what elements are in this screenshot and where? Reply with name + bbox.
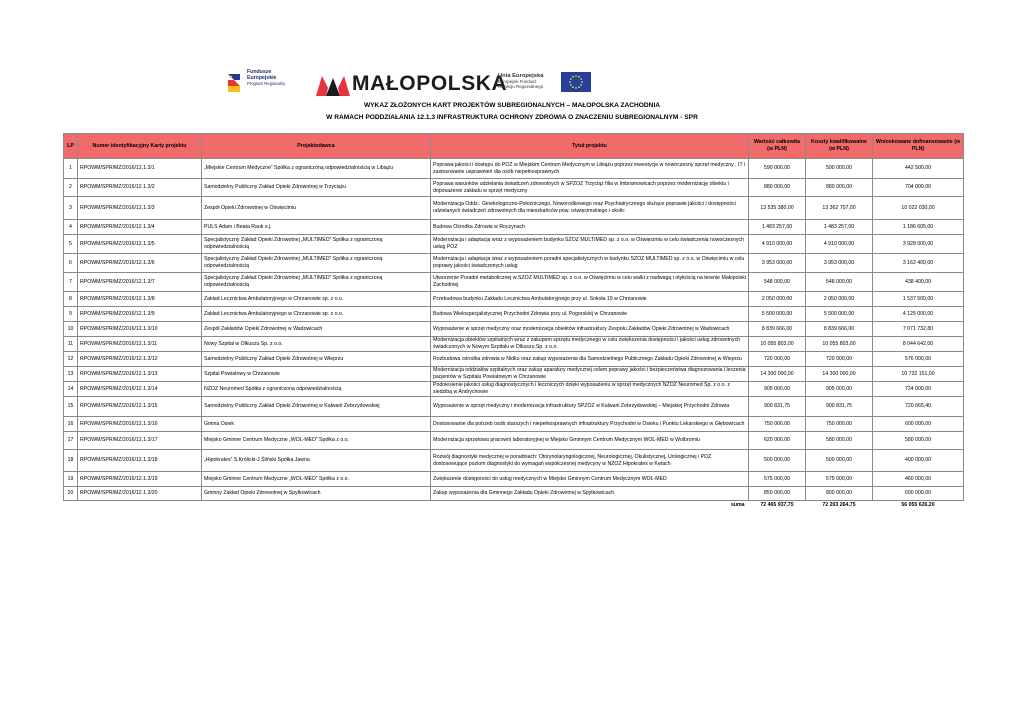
row-tytul: Rozwój diagnostyki medycznej w poradniach: Otorynolaryngologicznej, Neurologicznej, Okulistycznej, Urologicznej i POZ dostosowujące poziom diagnostyki do wymagań współczesnej medycyny w NZOZ Hipokrates w Kętach [431,450,749,472]
row-numer: RPOWM/SPR/MZ/2016/12.1.3/12 [78,352,202,367]
row-projektodawca: Miejsko Gminne Centrum Medyczne „WOL-MED” Spółka z o.o. [202,432,431,450]
row-projektodawca: Specjalistyczny Zakład Opieki Zdrowotnej „MULTIMED” Spółka z ograniczoną odpowiedzialnością [202,235,431,254]
fe-line3: Program Regionalny [247,81,286,87]
header-numer: Numer identyfikacyjny Karty projektu [78,134,202,159]
fundusze-europejskie-logo [226,70,304,96]
fe-line1: Fundusze [247,69,272,75]
document-title [0,100,1024,124]
table-row [64,220,964,235]
row-lp: 4 [64,220,78,235]
row-wartosc: 13 535 380,00 [749,197,806,220]
row-koszty: 575 000,00 [806,472,873,487]
row-koszty: 3 953 000,00 [806,254,873,273]
table-row [64,472,964,487]
row-numer: RPOWM/SPR/MZ/2016/12.1.3/7 [78,273,202,292]
row-lp: 11 [64,337,78,352]
row-wartosc: 880 000,00 [749,179,806,197]
row-wnioskowane: 3 162 400,00 [873,254,964,273]
row-numer: RPOWM/SPR/MZ/2016/12.1.3/9 [78,307,202,322]
header-wnioskowane: Wnioskowane dofinansowanie (w PLN) [873,134,964,159]
row-lp: 6 [64,254,78,273]
table-row [64,352,964,367]
row-wnioskowane: 10 022 030,00 [873,197,964,220]
table-row [64,235,964,254]
row-wartosc: 4 910 000,00 [749,235,806,254]
row-tytul: Zakup wyposażenia dla Gminnego Zakładu Opieki Zdrowotnej w Spytkowicach [431,487,749,501]
eu-flag-icon [561,72,591,92]
row-projektodawca: Zakład Lecznictwa Ambulatoryjnego w Chrzanowie sp. z o.o. [202,292,431,307]
row-wnioskowane: 1 186 605,00 [873,220,964,235]
header-tytul: Tytuł projektu [431,134,749,159]
row-lp: 18 [64,450,78,472]
table-header-row [64,134,964,159]
row-lp: 16 [64,417,78,432]
row-tytul: Modernizacja Oddz.: Ginekologiczno-Położniczego, Noworodkowego oraz Psychiatrycznego służące poprawie jakości i dostępności udzielanych świadczeń zdrowotnych dla mieszkańców pow. oświęcimskiego i okolic [431,197,749,220]
row-wartosc: 14 300 000,00 [749,367,806,382]
row-wartosc: 900 831,75 [749,397,806,417]
sum-koszty: 72 203 264,75 [822,502,856,508]
malopolska-logo [316,71,508,97]
row-numer: RPOWM/SPR/MZ/2016/12.1.3/8 [78,292,202,307]
row-lp: 12 [64,352,78,367]
header-koszty: Koszty kwalifikowalne (w PLN) [806,134,873,159]
row-tytul: Modernizacja obiektów szpitalnych wraz z zakupem sprzętu medycznego w celu zwiększenia dostępności i jakości usług zdrowotnych świadczonych w Nowym Szpitalu w Olkuszu Sp. z o.o. [431,337,749,352]
row-lp: 15 [64,397,78,417]
sum-wartosc: 72 465 937,75 [760,502,794,508]
logo-bar [0,68,1024,98]
header-lp: LP [64,134,78,159]
row-projektodawca: Gmina Osiek [202,417,431,432]
row-lp: 19 [64,472,78,487]
row-wartosc: 750 000,00 [749,417,806,432]
ue-line3: Rozwoju Regionalnego [498,84,544,90]
row-wartosc: 620 000,00 [749,432,806,450]
row-projektodawca: „Hipokrates” S.Królicki-J.Śliński Spółka Jawna [202,450,431,472]
row-koszty: 590 000,00 [806,159,873,179]
row-wnioskowane: 3 928 000,00 [873,235,964,254]
row-tytul: Utworzenie Poradni metabolicznej w SZOZ MULTIMED sp. z o.o. w Oświęcimiu w celu walki z nadwagą i otyłością na terenie Małopolski Zachodniej [431,273,749,292]
row-koszty: 4 910 000,00 [806,235,873,254]
row-koszty: 2 050 000,00 [806,292,873,307]
title-line-2: W RAMACH PODDZIAŁANIA 12.1.3 INFRASTRUKTURA OCHRONY ZDROWIA O ZNACZENIU SUBREGIONALNYM - SPR [326,114,698,121]
fe-line2: Europejskie [247,74,277,81]
row-projektodawca: „Miejskie Centrum Medyczne” Spółka z ograniczoną odpowiedzialnością w Libiążu [202,159,431,179]
row-koszty: 750 000,00 [806,417,873,432]
table-row [64,273,964,292]
row-wnioskowane: 7 071 732,80 [873,322,964,337]
row-tytul: Dostosowanie dla potrzeb osób starszych i niepełnosprawnych infrastruktury Przychodni w Osieku i Punktu Lekarskiego w Głębowicach [431,417,749,432]
row-tytul: Modernizacja i adaptacja wraz z wyposażeniem budynku SZOZ MULTIMED sp. z o.o. w Oświęcimiu w celu świadczenia nowoczesnych usług POZ [431,235,749,254]
fundusze-europejskie-icon [226,72,242,94]
row-tytul: Modernizacja i adaptacja wraz z wyposażeniem poradni specjalistycznych w budynku SZOZ MULTIMED sp. z o.o. w Oświęcimiu w celu poprawy jakości świadczonych usług [431,254,749,273]
row-wnioskowane: 442 500,00 [873,159,964,179]
row-lp: 5 [64,235,78,254]
row-lp: 7 [64,273,78,292]
row-lp: 14 [64,382,78,397]
row-koszty: 580 000,00 [806,432,873,450]
row-lp: 10 [64,322,78,337]
row-wartosc: 905 000,00 [749,382,806,397]
ue-line2: Europejski Fundusz [498,79,537,85]
row-wartosc: 2 050 000,00 [749,292,806,307]
row-projektodawca: Zespół Zakładów Opieki Zdrowotnej w Wadowicach [202,322,431,337]
row-lp: 2 [64,179,78,197]
row-tytul: Zwiększenie dostępności do usług medycznych w Miejsko Gminnym Centrum Medycznym WOL-MED [431,472,749,487]
row-projektodawca: Nowy Szpital w Olkuszu Sp. z o.o. [202,337,431,352]
row-wartosc: 720 000,00 [749,352,806,367]
row-wnioskowane: 400 000,00 [873,450,964,472]
row-lp: 3 [64,197,78,220]
row-numer: RPOWM/SPR/MZ/2016/12.1.3/10 [78,322,202,337]
row-koszty: 905 000,00 [806,382,873,397]
row-wartosc: 10 055 803,00 [749,337,806,352]
row-numer: RPOWM/SPR/MZ/2016/12.1.3/6 [78,254,202,273]
row-wnioskowane: 600 000,00 [873,487,964,501]
row-numer: RPOWM/SPR/MZ/2016/12.1.3/11 [78,337,202,352]
sum-label: suma [730,502,745,508]
row-koszty: 1 483 257,00 [806,220,873,235]
malopolska-m-icon [316,74,350,96]
table-row [64,367,964,382]
row-wartosc: 575 000,00 [749,472,806,487]
table-row [64,432,964,450]
header-projektodawca: Projektodawca [202,134,431,159]
row-tytul: Budowa Ośrodka Zdrowia w Roczynach [431,220,749,235]
row-koszty: 880 000,00 [806,179,873,197]
row-tytul: Budowa Wielospecjalistycznej Przychodni Zdrowia przy ul. Pogorskiej w Chrzanowie [431,307,749,322]
row-wartosc: 548 000,00 [749,273,806,292]
row-koszty: 14 300 000,00 [806,367,873,382]
fundusze-europejskie-text [247,70,285,87]
row-wnioskowane: 1 537 500,00 [873,292,964,307]
row-tytul: Podniesienie jakości usług diagnostycznych i leczniczych dzięki wyposażeniu w sprzęt medycznych NZOZ Neuromed Sp. z o.o. z siedzibą w Andrychowie [431,382,749,397]
row-projektodawca: Miejsko Gminne Centrum Medyczne „WOL-MED” Spółka z o.o. [202,472,431,487]
row-projektodawca: Samodzielny Publiczny Zakład Opieki Zdrowotnej w Kalwarii Zebrzydowskiej [202,397,431,417]
row-numer: RPOWM/SPR/MZ/2016/12.1.3/18 [78,450,202,472]
row-tytul: Poprawa jakości i dostępu do POZ w Miejskim Centrum Medycznym w Libiążu poprzez inwestycje w nowoczesny sprzęt medyczny , IT i zastosowanie usprawnień dla osób niepełnosprawnych [431,159,749,179]
row-koszty: 900 831,75 [806,397,873,417]
table-row [64,254,964,273]
row-numer: RPOWM/SPR/MZ/2016/12.1.3/16 [78,417,202,432]
row-koszty: 548 000,00 [806,273,873,292]
table-row [64,197,964,220]
unia-europejska-logo [498,72,598,96]
row-lp: 9 [64,307,78,322]
table-row [64,450,964,472]
row-numer: RPOWM/SPR/MZ/2016/12.1.3/15 [78,397,202,417]
row-wnioskowane: 576 000,00 [873,352,964,367]
row-wnioskowane: 704 000,00 [873,179,964,197]
row-lp: 20 [64,487,78,501]
row-lp: 13 [64,367,78,382]
row-numer: RPOWM/SPR/MZ/2016/12.1.3/14 [78,382,202,397]
row-tytul: Wyposażenie w sprzęt medyczny oraz modernizacja obiektów infrastruktury Zespołu Zakładów Opieki Zdrowotnej w Wadowicach [431,322,749,337]
row-wartosc: 590 000,00 [749,159,806,179]
ue-line1: Unia Europejska [498,73,544,79]
row-projektodawca: Gminny Zakład Opieki Zdrowotnej w Spytkowicach [202,487,431,501]
table-row [64,397,964,417]
row-numer: RPOWM/SPR/MZ/2016/12.1.3/2 [78,179,202,197]
row-wnioskowane: 580 000,00 [873,432,964,450]
row-tytul: Poprawa warunków udzielania świadczeń zdrowotnych w SPZOZ Trzyciąż filia w Imbramowicach poprzez modernizację obiektu i doposażenie zakładu w sprzęt medyczny [431,179,749,197]
row-lp: 1 [64,159,78,179]
row-projektodawca: Specjalistyczny Zakład Opieki Zdrowotnej „MULTIMED” Spółka z ograniczoną odpowiedzialnością [202,254,431,273]
table-row [64,487,964,501]
row-wnioskowane: 460 000,00 [873,472,964,487]
malopolska-text: MAŁOPOLSKA [352,72,508,95]
sum-row [64,501,964,510]
table-row [64,307,964,322]
row-koszty: 800 000,00 [806,487,873,501]
row-lp: 17 [64,432,78,450]
row-wnioskowane: 720 665,40 [873,397,964,417]
row-tytul: Modernizacja sprzętowa pracowni laboratoryjnej w Miejsko Gminnym Centrum Medycznym WOL-MED w Wolbromiu [431,432,749,450]
projects-table [63,133,964,509]
table-row [64,417,964,432]
row-projektodawca: Szpital Powiatowy w Chrzanowie [202,367,431,382]
row-koszty: 10 055 803,00 [806,337,873,352]
row-projektodawca: Zakład Lecznictwa Ambulatoryjnego w Chrzanowie sp. z o.o. [202,307,431,322]
row-wartosc: 500 000,00 [749,450,806,472]
row-projektodawca: NZOZ Neuromed Spółka z ograniczoną odpowiedzialnością [202,382,431,397]
row-projektodawca: Specjalistyczny Zakład Opieki Zdrowotnej „MULTIMED” Spółka z ograniczoną odpowiedzialnością [202,273,431,292]
row-koszty: 500 000,00 [806,450,873,472]
row-koszty: 8 839 666,00 [806,322,873,337]
row-numer: RPOWM/SPR/MZ/2016/12.1.3/5 [78,235,202,254]
table-row [64,337,964,352]
table-row [64,159,964,179]
row-wnioskowane: 600 000,00 [873,417,964,432]
row-wartosc: 3 953 000,00 [749,254,806,273]
row-projektodawca: Samodzielny Publiczny Zakład Opieki Zdrowotnej w Trzyciążu [202,179,431,197]
row-tytul: Modernizacja oddziałów szpitalnych oraz zakup aparatury medycznej celem poprawy jakości i bezpieczeństwa diagnozowania i leczenia pacjentów w Szpitalu Powiatowym w Chrzanowie [431,367,749,382]
row-numer: RPOWM/SPR/MZ/2016/12.1.3/19 [78,472,202,487]
row-wnioskowane: 438 400,00 [873,273,964,292]
row-wartosc: 850 000,00 [749,487,806,501]
sum-wnioskowane: 56 055 626,20 [901,502,935,508]
row-numer: RPOWM/SPR/MZ/2016/12.1.3/1 [78,159,202,179]
row-numer: RPOWM/SPR/MZ/2016/12.1.3/3 [78,197,202,220]
table-row [64,292,964,307]
row-numer: RPOWM/SPR/MZ/2016/12.1.3/20 [78,487,202,501]
header-wartosc: Wartość całkowita (w PLN) [749,134,806,159]
row-projektodawca: Zespół Opieki Zdrowotnej w Oświęcimiu [202,197,431,220]
row-lp: 8 [64,292,78,307]
row-wnioskowane: 8 044 642,00 [873,337,964,352]
row-koszty: 720 000,00 [806,352,873,367]
row-wnioskowane: 10 732 151,00 [873,367,964,382]
row-projektodawca: PULS Adam i Beata Rauk s.j. [202,220,431,235]
row-numer: RPOWM/SPR/MZ/2016/12.1.3/4 [78,220,202,235]
row-wnioskowane: 4 125 000,00 [873,307,964,322]
table-row [64,322,964,337]
table-row [64,179,964,197]
row-tytul: Rozbudowa ośrodka zdrowia w Nidku oraz zakup wyposażenia dla Samodzielnego Publicznego Zakładu Opieki Zdrowotnej w Wieprzu [431,352,749,367]
row-wartosc: 5 500 000,00 [749,307,806,322]
row-wartosc: 1 483 257,00 [749,220,806,235]
row-numer: RPOWM/SPR/MZ/2016/12.1.3/17 [78,432,202,450]
row-projektodawca: Samodzielny Publiczny Zakład Opieki Zdrowotnej w Wieprzu [202,352,431,367]
title-line-1: WYKAZ ZŁOŻONYCH KART PROJEKTÓW SUBREGIONALNYCH – MAŁOPOLSKA ZACHODNIA [363,102,661,109]
row-tytul: Przebudowa budynku Zakładu Lecznictwa Ambulatoryjnego przy ul. Sokoła 19 w Chrzanowie [431,292,749,307]
row-wnioskowane: 724 000,00 [873,382,964,397]
unia-europejska-text [498,73,558,89]
row-koszty: 13 362 707,00 [806,197,873,220]
row-numer: RPOWM/SPR/MZ/2016/12.1.3/13 [78,367,202,382]
row-koszty: 5 500 000,00 [806,307,873,322]
table-row [64,382,964,397]
row-wartosc: 8 839 666,00 [749,322,806,337]
row-tytul: Wyposażenie w sprzęt medyczny i modernizacja infrastruktury SPZOZ w Kalwarii Zebrzydowskiej – Miejskiej Przychodni Zdrowia [431,397,749,417]
